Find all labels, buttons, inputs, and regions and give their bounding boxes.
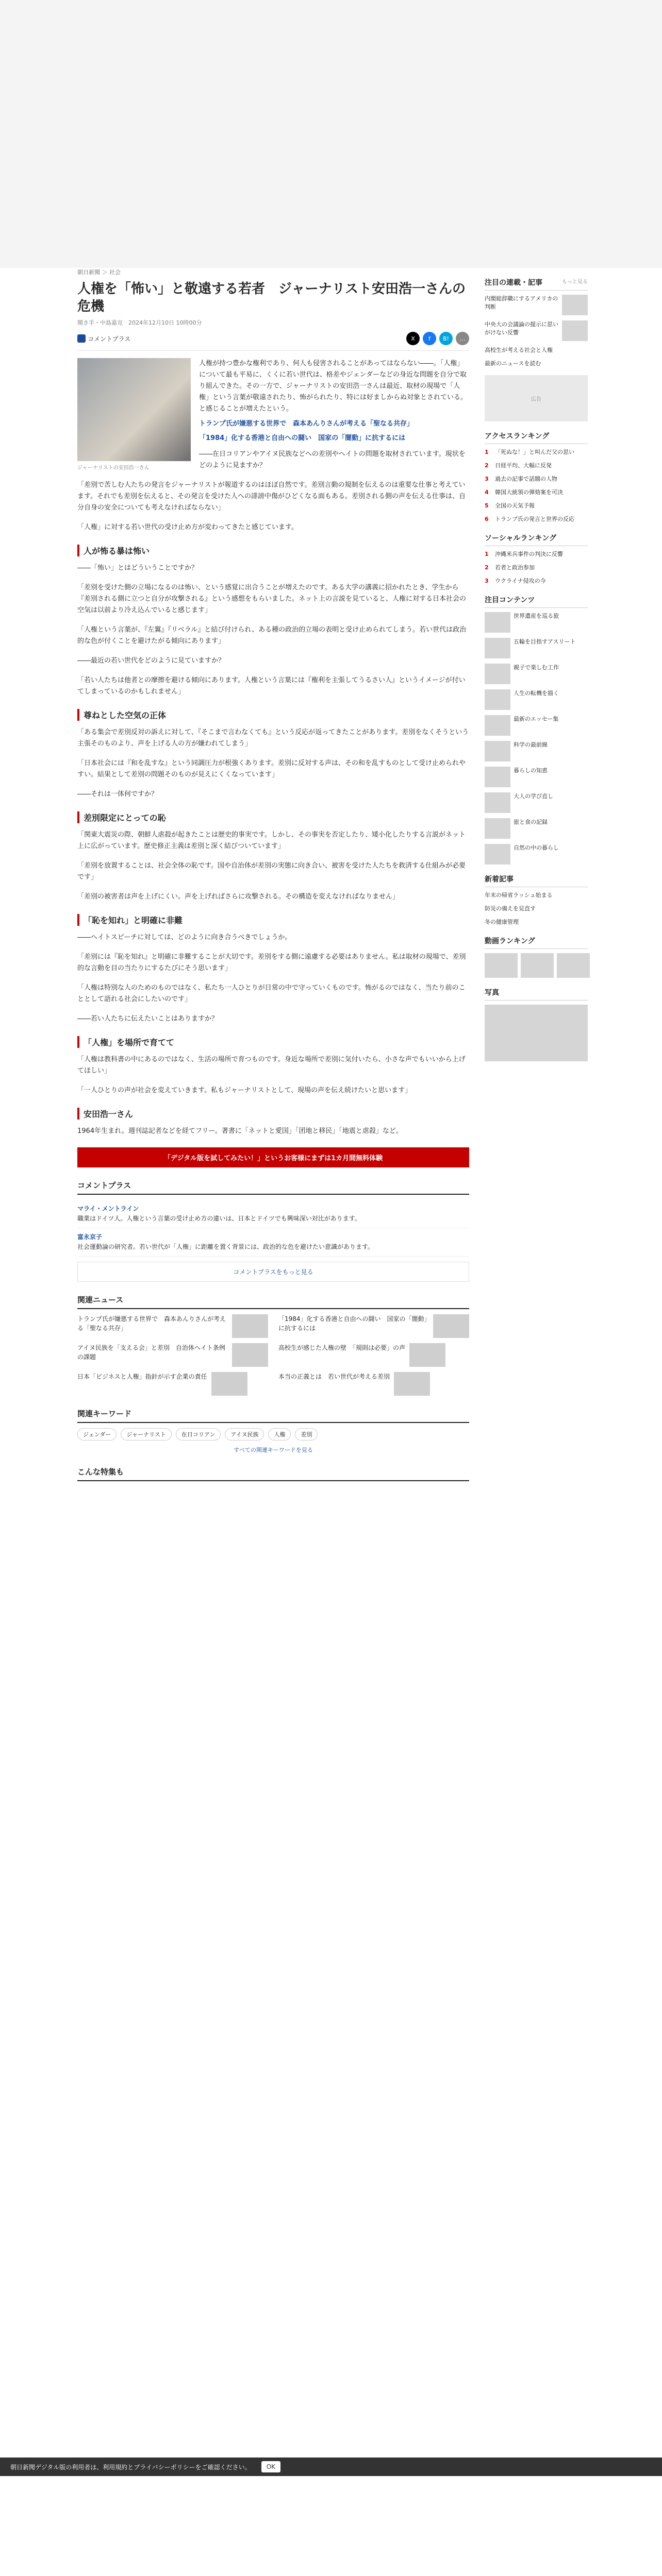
paragraph: 「差別で苦しむ人たちの発言をジャーナリストが報道するのはほぼ自然です。差別言動の規制を伝えるのは重要な仕事と考えています。それでも差別を伝えると、その発言を受けた人への誹謗中傷がひどくなる面もある。差別される側の声を伝える仕事は、自分自身の安全についても考えなければならない」	[77, 481, 466, 512]
related-link-1[interactable]: トランプ氏が嫌悪する世界で 森本あんりさんが考える「聖なる共存」	[199, 420, 414, 428]
content-item[interactable]	[485, 741, 588, 761]
sidebar-item[interactable]	[485, 295, 588, 315]
content-thumbnail	[485, 792, 510, 813]
section-1	[77, 545, 469, 698]
ranking-text: 韓国大統領の弾劾案を可決	[495, 489, 563, 496]
content-text: 科学の最前線	[514, 741, 548, 748]
sidebar-more-link[interactable]: もっと見る	[562, 279, 588, 285]
content-thumbnail	[485, 741, 510, 761]
news-thumbnail	[409, 1343, 445, 1367]
content-item[interactable]	[485, 818, 588, 839]
sidebar-item[interactable]	[485, 320, 588, 341]
video-thumbnail[interactable]	[557, 953, 590, 978]
content-text: 人生の転機を描く	[514, 690, 559, 697]
news-item[interactable]	[77, 1314, 268, 1338]
comment-plus-title: コメントプラス	[77, 1180, 469, 1195]
section-2	[77, 709, 469, 800]
keyword-tag[interactable]: ジェンダー	[77, 1428, 117, 1440]
rank-number: 1	[485, 449, 489, 455]
news-item[interactable]	[278, 1343, 469, 1367]
related-news-section	[77, 1294, 469, 1396]
section-heading: 差別限定にとっての恥	[77, 811, 469, 823]
paragraph: 「人権は教科書の中にあるのではなく、生活の場所で育つものです。身近な場所で差別に気付いたら、小さな声でもいいから上げてほしい」	[77, 1056, 466, 1075]
ranking-item[interactable]	[485, 577, 588, 585]
content-text: 世界遺産を巡る旅	[514, 613, 559, 619]
ranking-item[interactable]	[485, 515, 588, 523]
comment-plus-label: コメントプラス	[88, 335, 131, 343]
content-thumbnail	[485, 844, 510, 865]
more-keywords-link[interactable]: すべての関連キーワードを見る	[234, 1447, 313, 1453]
article-photo[interactable]	[77, 358, 191, 461]
news-headline: 高校生が感じた人権の壁 「規則は必要」の声	[278, 1344, 406, 1351]
paragraph: 「差別の被害者は声を上げにくい。声を上げればさらに攻撃される。その構造を変えなければなりません」	[77, 893, 400, 901]
paragraph: 「人権という言葉が、『左翼』『リベラル』と結び付けられ、ある種の政治的立場の表明と受け止められてしまう。若い世代は政治的な色が付くことを避けたがる傾向にあります」	[77, 626, 467, 645]
cookie-ok-button[interactable]: OK	[261, 2461, 280, 2472]
content-thumbnail	[485, 767, 510, 787]
paragraph: 「若い人たちは他者との摩擦を避ける傾向にあります。人権という言葉には『権利を主張してうるさい人』というイメージが付いてしまっているのかもしれません」	[77, 676, 466, 696]
news-headline: 「1984」化する香港と自由への闘い 国家の「闇動」に抗するには	[278, 1315, 427, 1332]
video-ranking-header	[485, 936, 588, 949]
content-thumbnail	[485, 715, 510, 736]
rank-number: 3	[485, 578, 489, 584]
content-item[interactable]	[485, 792, 588, 813]
comment-text: 社会運動論の研究者。若い世代が「人権」に距離を置く背景には、政治的な色を避けたい意識があります。	[77, 1243, 374, 1250]
news-headline: アイヌ民族を「支える会」と差別 自治体ヘイト条例の課題	[77, 1344, 225, 1361]
ranking-item[interactable]	[485, 448, 588, 456]
keyword-tag[interactable]: 差別	[295, 1428, 318, 1440]
share-buttons	[406, 332, 469, 345]
sidebar	[485, 268, 588, 1061]
access-ranking-title: アクセスランキング	[485, 432, 550, 440]
comment-item[interactable]	[77, 1228, 469, 1257]
content-thumbnail	[485, 818, 510, 839]
paragraph: 「一人ひとりの声が社会を変えていきます。私もジャーナリストとして、現場の声を伝え続けたいと思います」	[77, 1087, 412, 1094]
new-articles-title: 新着記事	[485, 875, 514, 884]
section-heading: 「人権」を場所で育てて	[77, 1036, 469, 1048]
facebook-share-icon[interactable]: f	[423, 332, 436, 345]
more-share-icon[interactable]: …	[456, 332, 469, 345]
article-main	[77, 268, 469, 1486]
ranking-item[interactable]	[485, 488, 588, 497]
section-4	[77, 914, 469, 1025]
news-thumbnail	[232, 1343, 268, 1367]
rank-number: 3	[485, 476, 489, 482]
keyword-tag[interactable]: アイヌ民族	[225, 1428, 264, 1440]
cookie-text: 朝日新聞デジタル版の利用者は、利用規約とプライバシーポリシーをご確認ください。	[10, 2463, 251, 2471]
lead-question: ――在日コリアンやアイヌ民族などへの差別やヘイトの問題を取材されています。現状をどのように見ますか？	[199, 450, 466, 469]
content-item[interactable]	[485, 664, 588, 684]
news-headline: 日本「ビジネスと人権」指針が示す企業の責任	[77, 1373, 207, 1380]
content-header	[485, 595, 588, 608]
social-ranking-title: ソーシャルランキング	[485, 534, 557, 543]
sidebar-thumbnail	[562, 295, 588, 315]
ranking-text: ウクライナ侵攻の今	[495, 578, 546, 584]
section-heading: 尊ねとした空気の正体	[77, 709, 469, 721]
news-thumbnail	[394, 1372, 430, 1396]
comment-plus-section	[77, 1180, 469, 1282]
content-text: 五輪を目指すアスリート	[514, 638, 576, 645]
paragraph: 「人権」に対する若い世代の受け止め方が変わってきたと感じています。	[77, 523, 298, 531]
video-thumbnail[interactable]	[521, 953, 554, 978]
trial-banner[interactable]: 「デジタル版を試してみたい！」というお客様にまずは1カ月間無料体験	[77, 1147, 469, 1167]
photo-title: 写真	[485, 989, 499, 997]
photo-caption: ジャーナリストの安田浩一さん	[77, 465, 150, 471]
news-headline: トランプ氏が嫌悪する世界で 森本あんりさんが考える「聖なる共存」	[77, 1315, 226, 1332]
content-text: 親子で楽しむ工作	[514, 664, 559, 671]
video-ranking-title: 動画ランキング	[485, 937, 535, 945]
paragraph: ――ヘイトスピーチに対しては、どのように向き合うべきでしょうか。	[77, 934, 292, 941]
lead-text-block	[199, 358, 469, 471]
hatena-share-icon[interactable]: B!	[439, 332, 453, 345]
content-thumbnail	[485, 638, 510, 658]
paragraph: ――「怖い」とはどういうことですか？	[77, 564, 198, 572]
paragraph: 「ある集会で差別反対の訴えに対して、『そこまで言わなくても』という反応が返ってきたことがあります。差別をなくそうという主張そのものより、声を上げる人の方が嫌われてしまう」	[77, 728, 469, 748]
related-news-title: 関連ニュース	[77, 1294, 469, 1309]
sidebar-thumbnail	[562, 320, 588, 341]
content-item[interactable]	[485, 715, 588, 736]
breadcrumb[interactable]: 朝日新聞 ＞ 社会	[77, 269, 121, 276]
access-ranking-header	[485, 431, 588, 444]
content-item[interactable]	[485, 767, 588, 787]
news-thumbnail	[211, 1372, 247, 1396]
sidebar-ad[interactable]: 広告	[485, 375, 588, 421]
ranking-text: トランプ氏の発言と世界の反応	[495, 516, 574, 522]
cookie-bar	[0, 2458, 662, 2476]
news-thumbnail	[232, 1314, 268, 1338]
news-headline: 本当の正義とは 若い世代が考える差別	[278, 1373, 390, 1380]
content-title: 注目コンテンツ	[485, 596, 535, 604]
paragraph: 「人権は特別な人のためのものではなく、私たち一人ひとりが日常の中で守っていくものです。怖がるのではなく、当たり前のこととして語れる社会にしたいのです」	[77, 984, 466, 1003]
rank-number: 1	[485, 551, 489, 557]
news-item[interactable]	[77, 1343, 268, 1367]
new-article-item[interactable]: 冬の健康管理	[485, 919, 519, 925]
news-thumbnail	[433, 1314, 469, 1338]
comment-icon	[77, 334, 86, 343]
content-text: 旅と食の記録	[514, 819, 548, 825]
keyword-tag[interactable]: 在日コリアン	[176, 1428, 221, 1440]
paragraph: ――それは一体何ですか？	[77, 790, 158, 798]
rank-number: 4	[485, 489, 489, 496]
content-text: 最新のエッセー集	[514, 716, 559, 722]
paragraph: 「関東大震災の際、朝鮮人虐殺が起きたことは歴史的事実です。しかし、その事実を否定したり、矮小化したりする言説がネット上に広がっています。歴史修正主義は差別と深く結びついています」	[77, 831, 466, 850]
related-link-2[interactable]: 「1984」化する香港と自由への闘い 国家の「闇動」に抗するには	[199, 434, 406, 442]
sidebar-ranking-title: 注目の連載・記事	[485, 279, 542, 287]
profile-heading: 安田浩一さん	[77, 1108, 469, 1120]
sidebar-item-text: 高校生が考える社会と人権	[485, 347, 553, 353]
content-item[interactable]	[485, 689, 588, 710]
section-3	[77, 811, 469, 903]
paragraph: 「日本社会には『和を乱すな』という同調圧力が根強くあります。差別に反対する声は、その和を乱すものとして受け止められやすい。結果として差別の問題そのものが見えにくくなっています」	[77, 759, 466, 778]
ranking-text: 若者と政治参加	[495, 564, 535, 571]
ranking-text: 全国の天気予報	[495, 502, 535, 509]
comment-plus-button[interactable]	[77, 334, 130, 343]
page-title: 人権を「怖い」と敬遠する若者 ジャーナリスト安田浩一さんの危機	[77, 281, 466, 314]
sidebar-item-text: 内閣総辞職にするアメリカの判断	[485, 295, 558, 310]
rank-number: 2	[485, 462, 489, 469]
content-thumbnail	[485, 689, 510, 710]
sidebar-ranking-header	[485, 277, 588, 291]
ranking-item[interactable]	[485, 502, 588, 510]
header-area	[0, 0, 662, 268]
lead-paragraph: 人権が持つ豊かな権利であり、何人も侵害されることがあってはならない――。「人権」について最も平易に、くくに若い世代は、格差やジェンダーなどの身近な問題を自分で取り組んできた。その一方で、ジャーナリストの安田浩一さんは最近、取材の現場で「人権」という言葉が敬遠されたり、怖がられたり、特には好ましからぬ対象とされている。と感じることが増えたという。	[199, 360, 468, 413]
ranking-item[interactable]	[485, 475, 588, 483]
rank-number: 5	[485, 502, 489, 509]
new-article-item[interactable]: 年末の帰省ラッシュ始まる	[485, 892, 553, 899]
content-thumbnail	[485, 664, 510, 684]
x-share-icon[interactable]: X	[406, 332, 420, 345]
paragraph: 「差別を放置することは、社会全体の恥です。国や自治体が差別の実態に向き合い、被害を受けた人たちを救済する仕組みが必要です」	[77, 862, 466, 881]
video-thumbnail[interactable]	[485, 953, 518, 978]
content-item[interactable]	[485, 612, 588, 633]
sidebar-item[interactable]	[485, 360, 588, 368]
keyword-tag[interactable]: ジャーナリスト	[121, 1428, 172, 1440]
photo-thumbnail[interactable]	[485, 1005, 588, 1061]
byline: 聞き手・中島嘉克 2024年12月10日 10時00分	[77, 319, 202, 326]
content-text: 自然の中の暮らし	[514, 844, 559, 851]
section-heading: 「恥を知れ」と明確に非難	[77, 914, 469, 926]
news-item[interactable]	[278, 1372, 469, 1396]
paragraph: 「差別には『恥を知れ』と明確に非難することが大切です。差別をする側に遠慮する必要はありません。私は取材の現場で、差別的な言動を目の当たりにするたびにそう思います」	[77, 953, 466, 972]
news-item[interactable]	[278, 1314, 469, 1338]
ranking-item[interactable]	[485, 462, 588, 470]
ranking-item[interactable]	[485, 564, 588, 572]
social-ranking-header	[485, 533, 588, 546]
rank-number: 6	[485, 516, 489, 522]
more-comments-link[interactable]: コメントプラスをもっと見る	[77, 1262, 469, 1282]
commenter-name[interactable]: 富永京子	[77, 1233, 103, 1241]
section-heading: 人が怖る暴は怖い	[77, 545, 469, 556]
profile-text: 1964年生まれ。週刊誌記者などを経てフリー。著書に「ネットと愛国」「团地と移民」「地震と虐殺」など。	[77, 1127, 403, 1135]
paragraph: 「差別を受けた側の立場になるのは怖い、という感覚に出合うことが増えたのです。ある大学の講義に招かれたとき、学生から『差別される側に立つと自分が攻撃される』という感想をもらいました。ネット上の言説を見ていると、人権に対する日本社会の空気は以前より冷え込んでいると感じます」	[77, 584, 467, 614]
new-articles-header	[485, 874, 588, 887]
content-text: 暮らしの知恵	[514, 767, 548, 774]
content-item[interactable]	[485, 844, 588, 865]
ranking-text: 沖縄米兵事件の判決に反響	[495, 551, 563, 557]
new-article-item[interactable]: 防災の備えを見直す	[485, 905, 536, 912]
content-text: 大人の学び直し	[514, 793, 553, 800]
sidebar-item-text: 中央大の会議論の提示に思いがけない反響	[485, 321, 558, 336]
keywords-section	[77, 1408, 469, 1454]
content-thumbnail	[485, 612, 510, 633]
comment-text: 職業はドイツ人。人権という言葉の受け止め方の違いは、日本とドイツでも興味深い対比があります。	[77, 1215, 361, 1222]
section-5	[77, 1036, 469, 1096]
sidebar-item-text: 最新のニュースを読む	[485, 360, 541, 367]
news-item[interactable]	[77, 1372, 268, 1396]
ranking-text: 日経平均、大幅に反発	[495, 462, 552, 469]
ranking-item[interactable]	[485, 550, 588, 558]
rank-number: 2	[485, 564, 489, 571]
ranking-text: 過去の記事で話題の人物	[495, 476, 557, 482]
commenter-name[interactable]: マライ・メントライン	[77, 1205, 139, 1212]
keywords-title: 関連キーワード	[77, 1408, 469, 1423]
sidebar-item[interactable]	[485, 346, 588, 354]
article-toolbar	[77, 332, 469, 351]
keyword-tag[interactable]: 人権	[268, 1428, 291, 1440]
photo-header	[485, 987, 588, 1001]
paragraph: ――最近の若い世代をどのように見ていますか？	[77, 657, 225, 665]
recommend-title: こんな特集も	[77, 1466, 469, 1481]
paragraph: ――若い人たちに伝えたいことはありますか？	[77, 1015, 219, 1023]
content-item[interactable]	[485, 638, 588, 658]
comment-item[interactable]	[77, 1200, 469, 1228]
ranking-text: 「死ぬな！」と叫んだ父の思い	[495, 449, 574, 455]
lead-block	[77, 358, 469, 471]
